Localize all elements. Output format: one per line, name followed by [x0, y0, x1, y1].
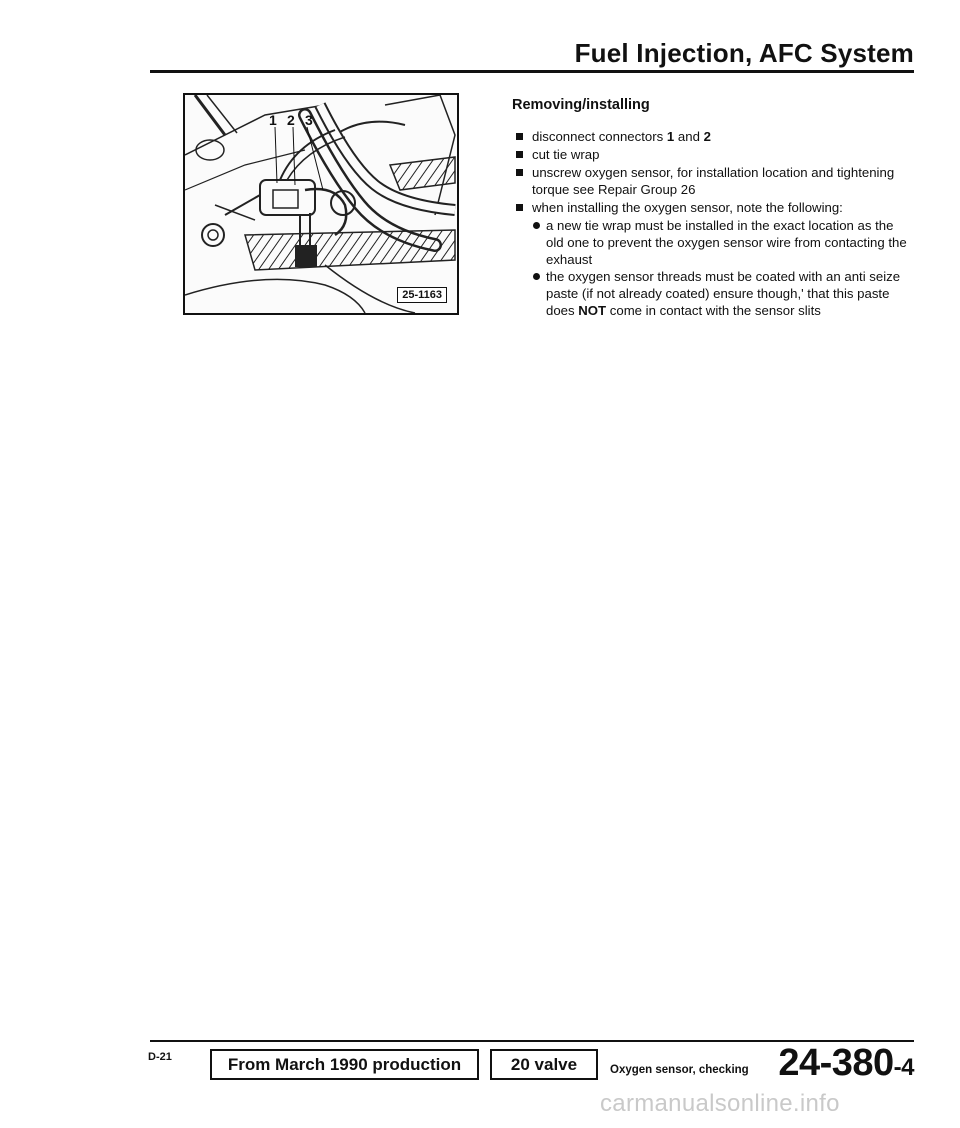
valve-box: 20 valve	[490, 1049, 598, 1080]
section-name: Oxygen sensor, checking	[610, 1064, 749, 1076]
callout-2: 2	[287, 112, 295, 128]
list-item: cut tie wrap	[512, 146, 912, 163]
page-number: 24-380-4	[778, 1042, 914, 1084]
watermark: carmanualsonline.info	[600, 1090, 840, 1117]
list-item: disconnect connectors 1 and 2	[512, 128, 912, 145]
callout-1: 1	[269, 112, 277, 128]
list-item: a new tie wrap must be installed in the exact location as the old one to prevent the oxygen sensor wire from contacting the exhaust	[532, 217, 912, 268]
section-title: Removing/installing	[512, 97, 650, 113]
header-rule	[150, 70, 914, 73]
substeps-list	[532, 217, 912, 319]
production-box: From March 1990 production	[210, 1049, 479, 1080]
list-item: the oxygen sensor threads must be coated with an anti seize paste (if not already coated) ensure though,' that this paste does NOT come in contact with the sensor slits	[532, 268, 912, 319]
engine-oxygen-sensor-icon	[185, 95, 457, 313]
list-item: when installing the oxygen sensor, note the following: a new tie wrap must be installed in the exact location as the old one to prevent the oxygen sensor wire from contacting the exhaust the oxygen sensor threads must be coated with an anti seize paste (if not already coated) ensure though,' that this paste does NOT come in contact with the sensor slits	[512, 199, 912, 319]
callout-3: 3	[305, 112, 313, 128]
figure-id-label: 25-1163	[397, 287, 447, 303]
instructions	[512, 97, 912, 320]
list-item: unscrew oxygen sensor, for installation location and tightening torque see Repair Group 26	[512, 164, 912, 198]
page-code: D-21	[148, 1051, 172, 1063]
page-header-title: Fuel Injection, AFC System	[574, 38, 914, 68]
engine-illustration	[183, 93, 459, 315]
steps-list	[512, 128, 912, 319]
